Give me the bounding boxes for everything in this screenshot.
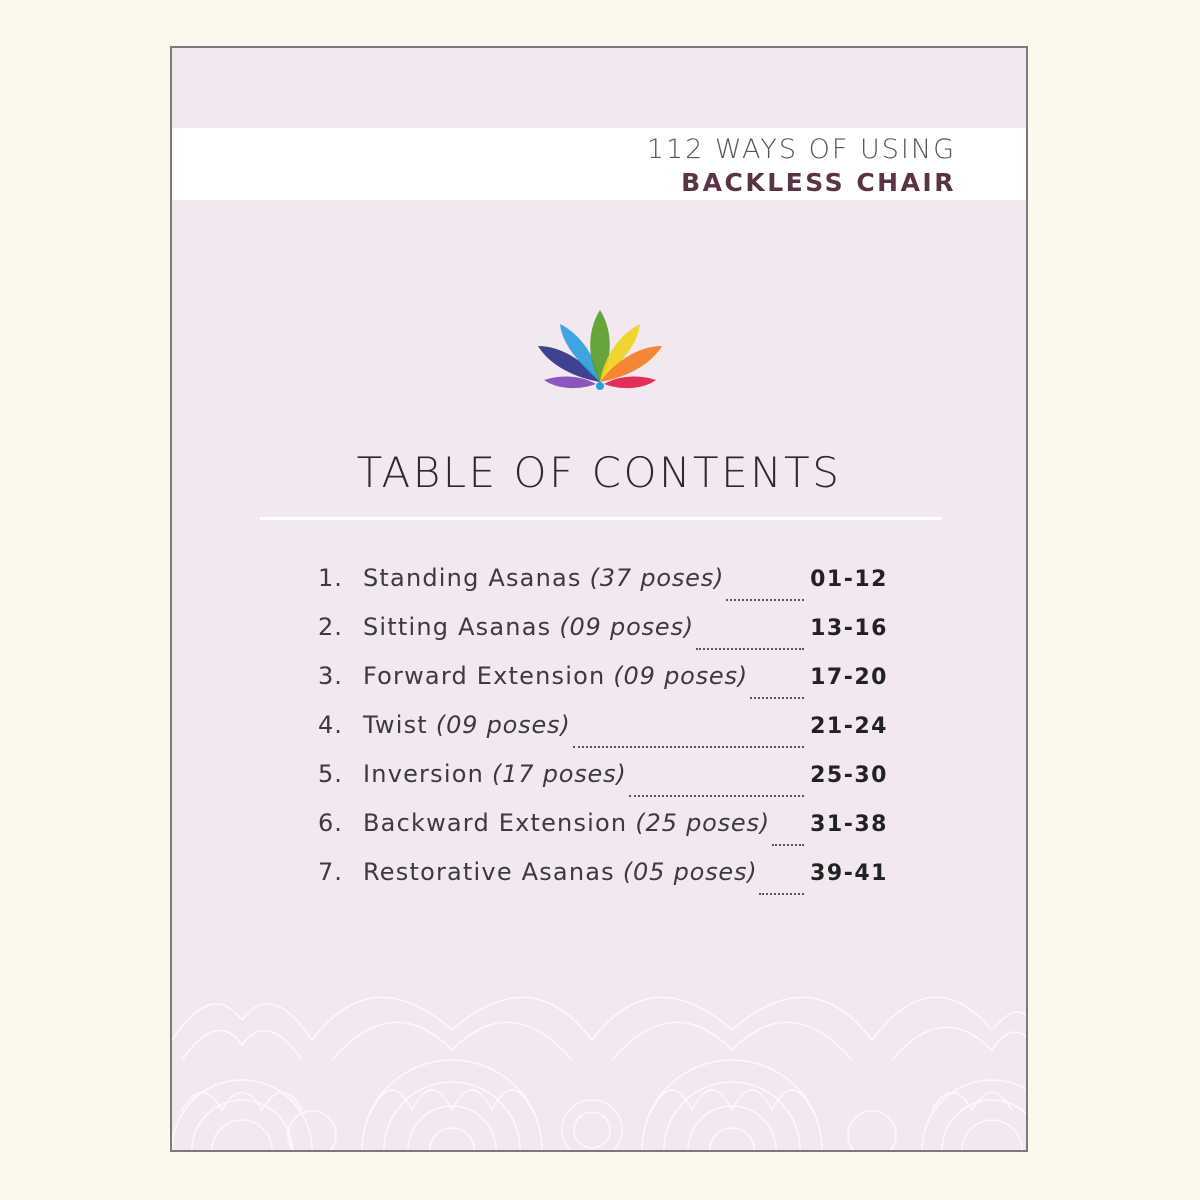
dot-leader <box>573 745 805 748</box>
toc-entry-number: 1. <box>318 564 343 592</box>
toc-entry-pose-count: (05 poses) <box>622 858 758 886</box>
document-page <box>170 46 1028 1152</box>
toc-entry-pose-count: (25 poses) <box>635 809 770 837</box>
toc-entry-label: Backward Extension <box>363 809 628 837</box>
toc-entry-number: 6. <box>318 809 343 837</box>
lotus-center-dot <box>596 382 604 390</box>
toc-entry-label: Inversion <box>363 760 484 788</box>
toc-entry[interactable] <box>318 564 888 613</box>
toc-entry-pages: 21-24 <box>810 714 888 739</box>
dot-leader <box>696 647 804 650</box>
toc-entry[interactable] <box>318 662 888 711</box>
toc-entry[interactable] <box>318 760 888 809</box>
toc-entry-pages: 01-12 <box>810 567 888 592</box>
toc-entry-pages: 25-30 <box>810 763 888 788</box>
book-title: BACKLESS CHAIR <box>681 168 956 197</box>
toc-entry-number: 4. <box>318 711 343 739</box>
dot-leader <box>750 696 804 699</box>
toc-entry[interactable] <box>318 613 888 662</box>
dot-leader <box>726 598 804 601</box>
toc-entry-pages: 39-41 <box>810 861 888 886</box>
toc-entry[interactable] <box>318 809 888 858</box>
dot-leader <box>629 794 805 797</box>
toc-entry-number: 5. <box>318 760 343 788</box>
book-subtitle: 112 WAYS OF USING <box>646 134 956 165</box>
header-band <box>172 128 1026 200</box>
toc-entry-pose-count: (37 poses) <box>589 564 725 592</box>
toc-title: TABLE OF CONTENTS <box>356 448 842 497</box>
toc-entry-number: 7. <box>318 858 343 886</box>
toc-entry-pose-count: (09 poses) <box>613 662 748 690</box>
toc-entry[interactable] <box>318 711 888 760</box>
toc-list <box>318 564 888 907</box>
dot-leader <box>772 843 804 846</box>
title-divider <box>260 517 942 520</box>
toc-entry-pages: 13-16 <box>810 616 888 641</box>
dot-leader <box>759 892 804 895</box>
toc-entry[interactable] <box>318 858 888 907</box>
toc-entry-pose-count: (09 poses) <box>435 711 571 739</box>
lotus-icon <box>536 310 664 392</box>
toc-entry-label: Standing Asanas <box>363 564 582 592</box>
mandala-pattern <box>172 960 1028 1150</box>
toc-entry-pose-count: (09 poses) <box>559 613 694 641</box>
toc-entry-number: 3. <box>318 662 343 690</box>
toc-entry-label: Twist <box>363 711 428 739</box>
toc-entry-pages: 17-20 <box>810 665 888 690</box>
toc-entry-label: Sitting Asanas <box>363 613 552 641</box>
toc-entry-pose-count: (17 poses) <box>492 760 627 788</box>
toc-entry-pages: 31-38 <box>810 812 888 837</box>
toc-entry-label: Restorative Asanas <box>363 858 615 886</box>
toc-entry-number: 2. <box>318 613 343 641</box>
toc-entry-label: Forward Extension <box>363 662 606 690</box>
